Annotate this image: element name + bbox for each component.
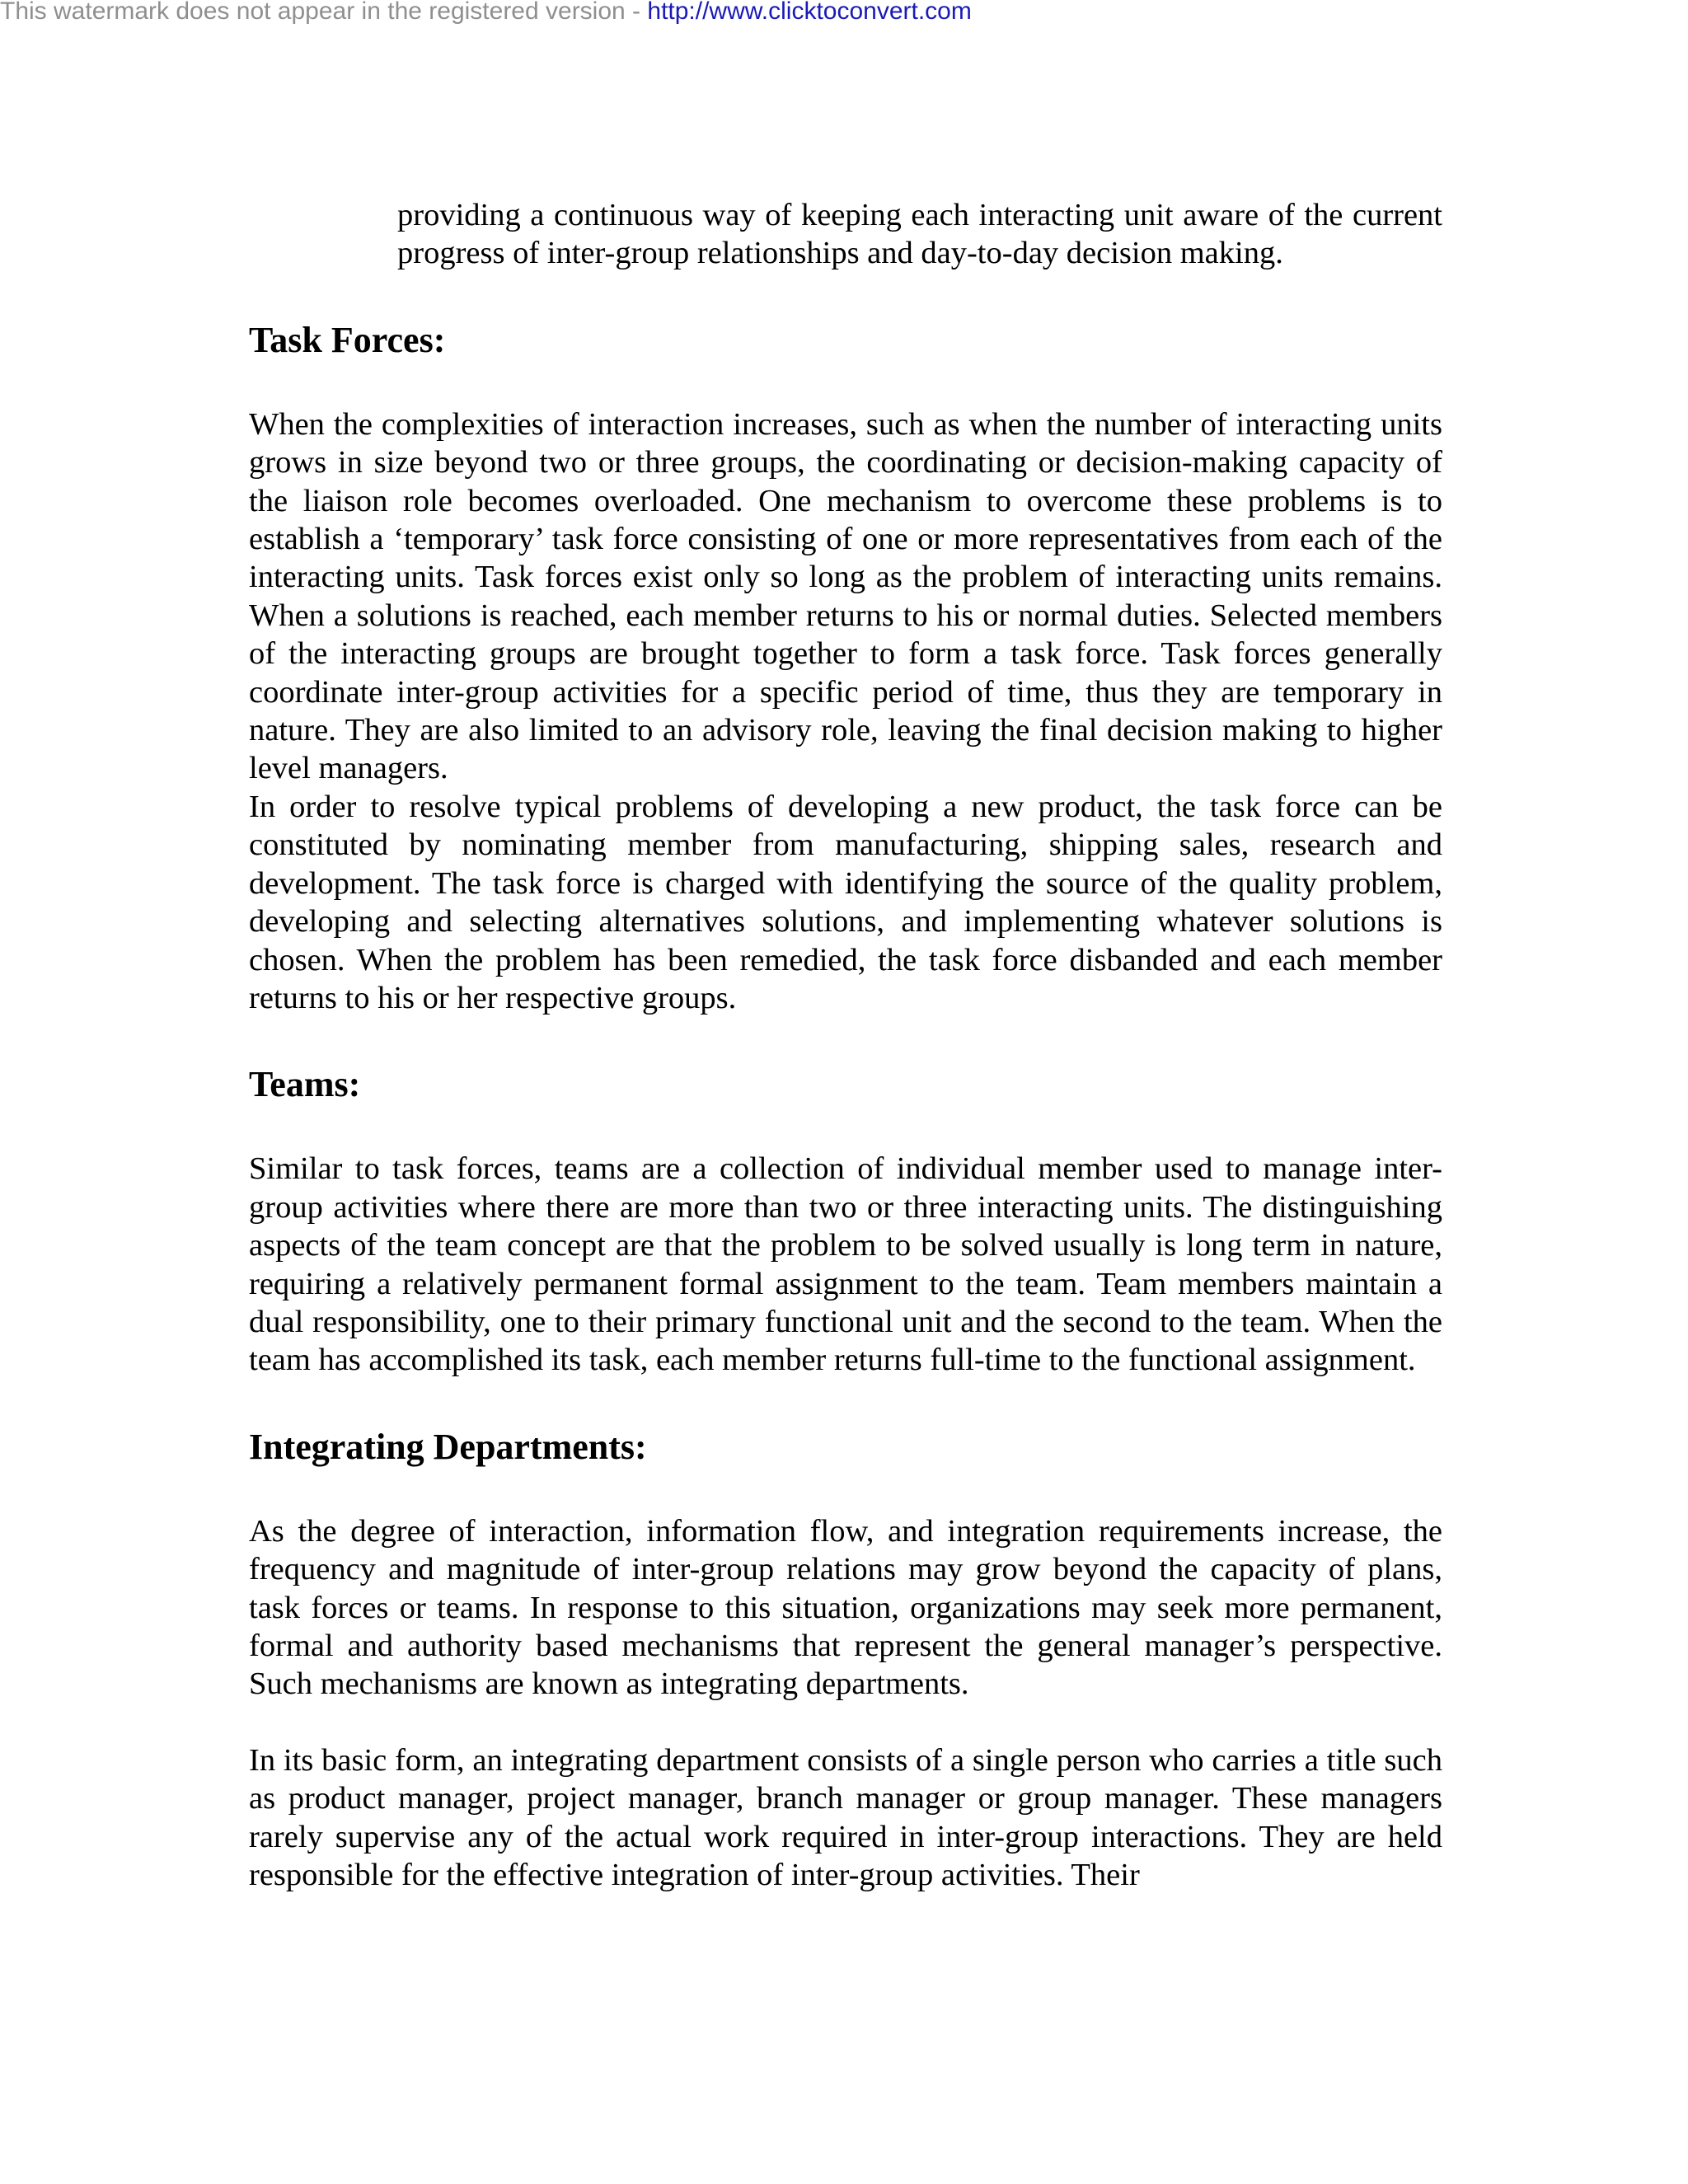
document-body [249, 196, 1442, 1894]
task-forces-paragraph-1: When the complexities of interaction increases, such as when the number of interacting units grows in size beyond two or three groups, the coordinating or decision-making capacity of the liaison role becomes overloaded. One mechanism to overcome these problems is to establish a ‘temporary’ task force consisting of one or more representatives from each of the interacting units. Task forces exist only so long as the problem of interacting units remains. When a solutions is reached, each member returns to his or normal duties. Selected members of the interacting groups are brought together to form a task force. Task forces generally coordinate inter-group activities for a specific period of time, thus they are temporary in nature. They are also limited to an advisory role, leaving the final decision making to higher level managers. [249, 406, 1442, 786]
section-heading-integrating-departments: Integrating Departments: [249, 1426, 647, 1467]
section-heading-task-forces: Task Forces: [249, 319, 446, 360]
watermark-link[interactable]: http://www.clicktoconvert.com [647, 0, 972, 25]
watermark-banner [0, 0, 972, 26]
intro-paragraph: providing a continuous way of keeping each interacting unit aware of the current progress of inter-group relationships and day-to-day decision making. [397, 198, 1442, 271]
teams-paragraph-1: Similar to task forces, teams are a collection of individual member used to manage inter-group activities where there are more than two or three interacting units. The distinguishing aspects of the team concept are that the problem to be solved usually is long term in nature, requiring a relatively permanent formal assignment to the team. Team members maintain a dual responsibility, one to their primary functional unit and the second to the team. When the team has accomplished its task, each member returns full-time to the functional assignment. [249, 1151, 1442, 1378]
section-heading-teams: Teams: [249, 1064, 361, 1105]
integrating-departments-paragraph-1: As the degree of interaction, information flow, and integration requirements increase, the frequency and magnitude of inter-group relations may grow beyond the capacity of plans, task forces or teams. In response to this situation, organizations may seek more permanent, formal and authority based mechanisms that represent the general manager’s perspective. Such mechanisms are known as integrating departments. [249, 1513, 1442, 1702]
integrating-departments-paragraph-2: In its basic form, an integrating department consists of a single person who carries a title such as product manager, project manager, branch manager or group manager. These managers rarely supervise any of the actual work required in inter-group interactions. They are held responsible for the effective integration of inter-group activities. Their [249, 1742, 1442, 1892]
task-forces-paragraph-2: In order to resolve typical problems of developing a new product, the task force can be constituted by nominating member from manufacturing, shipping sales, research and development. The task force is charged with identifying the source of the quality problem, developing and selecting alternatives solutions, and implementing whatever solutions is chosen. When the problem has been remedied, the task force disbanded and each member returns to his or her respective groups. [249, 789, 1442, 1015]
watermark-text: This watermark does not appear in the registered version - [0, 0, 648, 25]
